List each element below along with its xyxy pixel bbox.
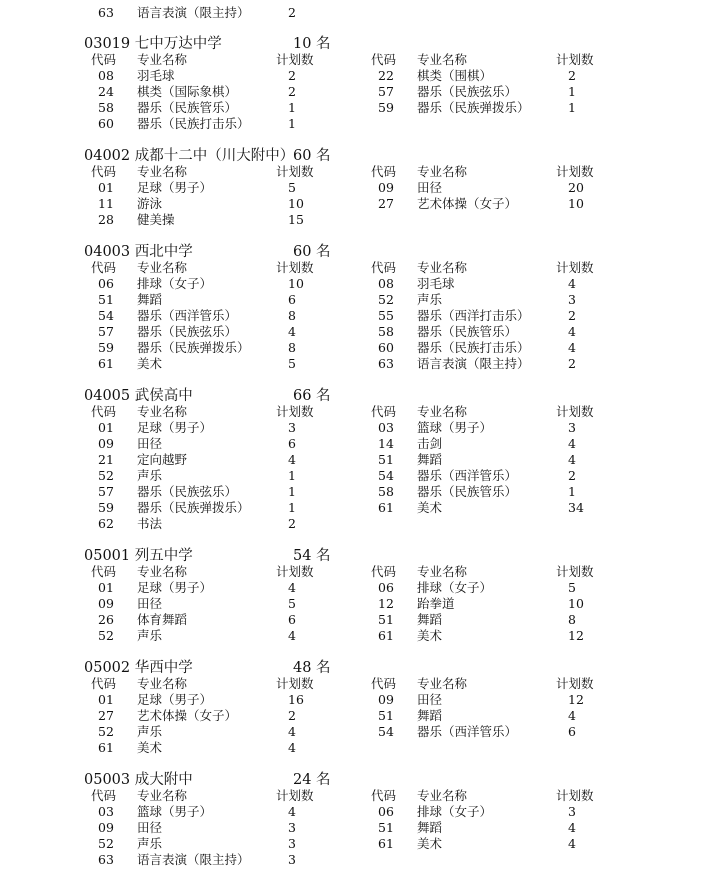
major-name: 语言表演（限主持） <box>137 852 250 867</box>
plan-count: 1 <box>568 100 576 115</box>
plan-count: 2 <box>568 468 576 483</box>
plan-count: 4 <box>568 340 576 355</box>
header-code: 代码 <box>371 164 397 179</box>
plan-count: 34 <box>568 500 584 515</box>
school-name: 05001 列五中学 <box>84 548 193 564</box>
plan-count: 4 <box>288 452 296 467</box>
major-row <box>0 724 701 740</box>
major-row <box>0 852 701 868</box>
major-row <box>0 500 701 516</box>
plan-count: 2 <box>568 68 576 83</box>
school-title <box>0 35 701 53</box>
header-plan: 计划数 <box>556 788 594 803</box>
major-code: 54 <box>378 468 394 483</box>
major-code: 58 <box>98 100 114 115</box>
major-code: 61 <box>378 836 394 851</box>
header-major: 专业名称 <box>417 564 468 579</box>
major-code: 51 <box>378 452 394 467</box>
major-row <box>0 340 701 356</box>
plan-count: 6 <box>288 436 296 451</box>
header-major: 专业名称 <box>137 564 188 579</box>
major-row <box>0 324 701 340</box>
major-code: 21 <box>98 452 114 467</box>
plan-count: 4 <box>288 724 296 739</box>
major-name: 体育舞蹈 <box>137 612 188 627</box>
major-name: 排球（女子） <box>137 276 213 291</box>
major-row <box>0 708 701 724</box>
plan-count: 3 <box>288 836 296 851</box>
major-code: 51 <box>378 820 394 835</box>
major-row <box>0 68 701 84</box>
plan-count: 4 <box>568 452 576 467</box>
major-code: 09 <box>98 820 114 835</box>
plan-count: 2 <box>568 308 576 323</box>
major-code: 09 <box>98 436 114 451</box>
header-major: 专业名称 <box>417 676 468 691</box>
major-code: 01 <box>98 692 114 707</box>
major-name: 书法 <box>137 516 163 531</box>
major-name: 棋类（国际象棋） <box>137 84 238 99</box>
major-name: 器乐（民族弹拨乐） <box>417 100 530 115</box>
plan-count: 3 <box>568 292 576 307</box>
major-code: 52 <box>98 724 114 739</box>
plan-count: 3 <box>288 852 296 867</box>
major-code: 63 <box>378 356 394 371</box>
major-name: 足球（男子） <box>137 180 213 195</box>
major-name: 器乐（民族弦乐） <box>137 484 238 499</box>
major-name: 语言表演（限主持） <box>417 356 530 371</box>
column-header-row <box>0 404 701 420</box>
major-row <box>0 740 701 756</box>
major-name: 篮球（男子） <box>137 804 213 819</box>
major-name: 器乐（民族管乐） <box>137 100 238 115</box>
major-row <box>0 212 701 228</box>
major-name: 足球（男子） <box>137 580 213 595</box>
major-code: 28 <box>98 212 114 227</box>
plan-count: 12 <box>568 628 584 643</box>
major-name: 声乐 <box>137 836 163 851</box>
header-major: 专业名称 <box>137 260 188 275</box>
major-row <box>0 452 701 468</box>
major-code: 14 <box>378 436 394 451</box>
header-code: 代码 <box>371 260 397 275</box>
header-major: 专业名称 <box>137 164 188 179</box>
major-name: 艺术体操（女子） <box>137 708 238 723</box>
major-code: 52 <box>98 468 114 483</box>
major-name: 美术 <box>417 628 443 643</box>
major-code: 08 <box>98 68 114 83</box>
major-code: 03 <box>98 804 114 819</box>
header-plan: 计划数 <box>556 564 594 579</box>
plan-count: 1 <box>288 468 296 483</box>
major-code: 09 <box>98 596 114 611</box>
major-name: 声乐 <box>137 468 163 483</box>
header-major: 专业名称 <box>417 164 468 179</box>
header-plan: 计划数 <box>556 676 594 691</box>
major-code: 01 <box>98 580 114 595</box>
major-code: 08 <box>378 276 394 291</box>
plan-count: 2 <box>568 356 576 371</box>
school-title <box>0 387 701 405</box>
major-code: 51 <box>378 612 394 627</box>
major-name: 器乐（民族弹拨乐） <box>137 340 250 355</box>
header-major: 专业名称 <box>137 52 188 67</box>
major-row <box>0 116 701 132</box>
header-code: 代码 <box>91 404 117 419</box>
major-row <box>0 804 701 820</box>
school-name: 04003 西北中学 <box>84 244 193 260</box>
plan-count: 4 <box>568 820 576 835</box>
school-name: 05003 成大附中 <box>84 772 193 788</box>
plan-count: 3 <box>568 804 576 819</box>
major-code: 61 <box>98 356 114 371</box>
school-title <box>0 547 701 565</box>
plan-count: 6 <box>288 612 296 627</box>
column-header-row <box>0 52 701 68</box>
column-header-row <box>0 164 701 180</box>
major-name: 游泳 <box>137 196 163 211</box>
plan-count: 20 <box>568 180 584 195</box>
plan-count: 1 <box>288 500 296 515</box>
major-code: 01 <box>98 180 114 195</box>
major-row <box>0 484 701 500</box>
school-total: 10 名 <box>293 36 331 52</box>
major-name: 足球（男子） <box>137 420 213 435</box>
major-code: 52 <box>378 292 394 307</box>
column-header-row <box>0 260 701 276</box>
header-plan: 计划数 <box>556 164 594 179</box>
major-name: 羽毛球 <box>417 276 455 291</box>
plan-count: 4 <box>568 324 576 339</box>
major-name: 定向越野 <box>137 452 188 467</box>
major-code: 06 <box>98 276 114 291</box>
school-title <box>0 771 701 789</box>
school-total: 54 名 <box>293 548 331 564</box>
header-major: 专业名称 <box>137 788 188 803</box>
major-code: 58 <box>378 484 394 499</box>
header-major: 专业名称 <box>417 404 468 419</box>
header-major: 专业名称 <box>417 788 468 803</box>
major-row <box>0 308 701 324</box>
column-header-row <box>0 788 701 804</box>
header-plan: 计划数 <box>276 788 314 803</box>
header-plan: 计划数 <box>276 164 314 179</box>
school-total: 66 名 <box>293 388 331 404</box>
major-name: 声乐 <box>137 628 163 643</box>
major-code: 57 <box>98 324 114 339</box>
major-row <box>0 516 701 532</box>
major-row <box>0 436 701 452</box>
major-row <box>0 612 701 628</box>
major-code: 61 <box>378 628 394 643</box>
major-code: 57 <box>98 484 114 499</box>
major-name: 器乐（西洋管乐） <box>417 724 518 739</box>
major-name: 田径 <box>417 180 443 195</box>
plan-count: 6 <box>568 724 576 739</box>
school-total: 48 名 <box>293 660 331 676</box>
plan-count: 2 <box>288 68 296 83</box>
major-code: 63 <box>98 852 114 867</box>
major-name: 美术 <box>417 500 443 515</box>
plan-count: 5 <box>288 596 296 611</box>
major-code: 06 <box>378 580 394 595</box>
major-name: 田径 <box>137 436 163 451</box>
major-name: 器乐（民族弦乐） <box>137 324 238 339</box>
major-name: 排球（女子） <box>417 804 493 819</box>
header-major: 专业名称 <box>137 404 188 419</box>
plan-count: 10 <box>568 596 584 611</box>
header-code: 代码 <box>91 260 117 275</box>
school-total: 60 名 <box>293 244 331 260</box>
major-name: 舞蹈 <box>417 452 443 467</box>
column-header-row <box>0 676 701 692</box>
plan-count: 4 <box>288 804 296 819</box>
plan-count: 2 <box>288 516 296 531</box>
major-code: 61 <box>378 500 394 515</box>
major-name: 语言表演（限主持） <box>137 5 250 20</box>
major-code: 59 <box>98 340 114 355</box>
major-name: 器乐（民族管乐） <box>417 324 518 339</box>
school-title <box>0 147 701 165</box>
major-code: 22 <box>378 68 394 83</box>
plan-count: 1 <box>288 116 296 131</box>
major-row <box>0 692 701 708</box>
major-name: 舞蹈 <box>417 708 443 723</box>
major-code: 09 <box>378 180 394 195</box>
plan-count: 10 <box>288 276 304 291</box>
major-name: 健美操 <box>137 212 175 227</box>
major-code: 57 <box>378 84 394 99</box>
major-name: 田径 <box>137 596 163 611</box>
major-name: 美术 <box>137 356 163 371</box>
major-row <box>0 580 701 596</box>
school-title <box>0 243 701 261</box>
major-code: 12 <box>378 596 394 611</box>
plan-count: 4 <box>568 708 576 723</box>
school-name: 05002 华西中学 <box>84 660 193 676</box>
major-code: 51 <box>378 708 394 723</box>
plan-count: 3 <box>288 820 296 835</box>
major-name: 跆拳道 <box>417 596 455 611</box>
major-code: 06 <box>378 804 394 819</box>
school-title <box>0 659 701 677</box>
plan-count: 4 <box>568 436 576 451</box>
plan-count: 5 <box>568 580 576 595</box>
major-row <box>0 356 701 372</box>
header-code: 代码 <box>91 564 117 579</box>
major-name: 舞蹈 <box>137 292 163 307</box>
header-major: 专业名称 <box>137 676 188 691</box>
header-plan: 计划数 <box>276 564 314 579</box>
header-code: 代码 <box>371 564 397 579</box>
plan-count: 16 <box>288 692 304 707</box>
major-name: 舞蹈 <box>417 820 443 835</box>
major-code: 63 <box>98 5 114 20</box>
plan-count: 5 <box>288 356 296 371</box>
plan-count: 1 <box>568 84 576 99</box>
major-code: 59 <box>378 100 394 115</box>
header-code: 代码 <box>371 676 397 691</box>
header-major: 专业名称 <box>417 260 468 275</box>
plan-count: 1 <box>288 484 296 499</box>
major-row <box>0 84 701 100</box>
header-code: 代码 <box>91 52 117 67</box>
header-plan: 计划数 <box>556 404 594 419</box>
major-name: 排球（女子） <box>417 580 493 595</box>
plan-count: 2 <box>288 708 296 723</box>
major-row <box>0 468 701 484</box>
major-name: 声乐 <box>417 292 443 307</box>
plan-count: 8 <box>568 612 576 627</box>
major-code: 51 <box>98 292 114 307</box>
major-name: 器乐（民族打击乐） <box>417 340 530 355</box>
header-major: 专业名称 <box>417 52 468 67</box>
plan-count: 4 <box>288 324 296 339</box>
major-name: 器乐（西洋管乐） <box>137 308 238 323</box>
major-code: 09 <box>378 692 394 707</box>
major-code: 27 <box>98 708 114 723</box>
major-code: 55 <box>378 308 394 323</box>
major-row <box>0 292 701 308</box>
major-name: 羽毛球 <box>137 68 175 83</box>
header-plan: 计划数 <box>556 260 594 275</box>
header-code: 代码 <box>91 788 117 803</box>
major-code: 60 <box>98 116 114 131</box>
major-name: 篮球（男子） <box>417 420 493 435</box>
major-name: 击剑 <box>417 436 443 451</box>
major-code: 27 <box>378 196 394 211</box>
major-name: 器乐（民族弹拨乐） <box>137 500 250 515</box>
major-code: 54 <box>98 308 114 323</box>
major-name: 声乐 <box>137 724 163 739</box>
plan-count: 4 <box>288 628 296 643</box>
major-row <box>0 420 701 436</box>
header-code: 代码 <box>371 404 397 419</box>
plan-count: 10 <box>288 196 304 211</box>
major-code: 52 <box>98 836 114 851</box>
major-name: 棋类（围棋） <box>417 68 493 83</box>
plan-count: 15 <box>288 212 304 227</box>
plan-count: 12 <box>568 692 584 707</box>
major-code: 01 <box>98 420 114 435</box>
major-code: 24 <box>98 84 114 99</box>
plan-count: 3 <box>288 420 296 435</box>
plan-count: 6 <box>288 292 296 307</box>
plan-count: 4 <box>568 836 576 851</box>
school-name: 04005 武侯高中 <box>84 388 193 404</box>
continuation-row <box>0 5 701 21</box>
major-row <box>0 820 701 836</box>
major-row <box>0 836 701 852</box>
major-code: 62 <box>98 516 114 531</box>
plan-count: 8 <box>288 340 296 355</box>
major-name: 器乐（西洋管乐） <box>417 468 518 483</box>
major-name: 艺术体操（女子） <box>417 196 518 211</box>
major-name: 器乐（民族打击乐） <box>137 116 250 131</box>
plan-count: 1 <box>288 100 296 115</box>
major-row <box>0 276 701 292</box>
major-row <box>0 596 701 612</box>
major-name: 器乐（民族弦乐） <box>417 84 518 99</box>
major-row <box>0 628 701 644</box>
major-name: 器乐（民族管乐） <box>417 484 518 499</box>
major-code: 54 <box>378 724 394 739</box>
plan-count: 2 <box>288 84 296 99</box>
header-code: 代码 <box>91 164 117 179</box>
major-code: 60 <box>378 340 394 355</box>
major-name: 舞蹈 <box>417 612 443 627</box>
plan-count: 5 <box>288 180 296 195</box>
header-plan: 计划数 <box>556 52 594 67</box>
header-plan: 计划数 <box>276 52 314 67</box>
school-name: 04002 成都十二中（川大附中） <box>84 148 295 164</box>
major-code: 59 <box>98 500 114 515</box>
major-code: 52 <box>98 628 114 643</box>
plan-count: 4 <box>568 276 576 291</box>
plan-count: 8 <box>288 308 296 323</box>
major-code: 58 <box>378 324 394 339</box>
major-name: 器乐（西洋打击乐） <box>417 308 530 323</box>
header-plan: 计划数 <box>276 676 314 691</box>
column-header-row <box>0 564 701 580</box>
major-code: 61 <box>98 740 114 755</box>
school-name: 03019 七中万达中学 <box>84 36 222 52</box>
header-plan: 计划数 <box>276 260 314 275</box>
major-code: 03 <box>378 420 394 435</box>
header-code: 代码 <box>371 52 397 67</box>
major-row <box>0 100 701 116</box>
major-name: 美术 <box>417 836 443 851</box>
major-row <box>0 180 701 196</box>
major-name: 田径 <box>137 820 163 835</box>
major-row <box>0 196 701 212</box>
major-code: 26 <box>98 612 114 627</box>
plan-count: 10 <box>568 196 584 211</box>
header-plan: 计划数 <box>276 404 314 419</box>
plan-count: 2 <box>288 5 296 20</box>
major-name: 足球（男子） <box>137 692 213 707</box>
school-total: 60 名 <box>293 148 331 164</box>
header-code: 代码 <box>91 676 117 691</box>
header-code: 代码 <box>371 788 397 803</box>
major-name: 美术 <box>137 740 163 755</box>
plan-count: 4 <box>288 580 296 595</box>
plan-count: 4 <box>288 740 296 755</box>
school-total: 24 名 <box>293 772 331 788</box>
plan-count: 3 <box>568 420 576 435</box>
plan-count: 1 <box>568 484 576 499</box>
major-code: 11 <box>98 196 114 211</box>
major-name: 田径 <box>417 692 443 707</box>
